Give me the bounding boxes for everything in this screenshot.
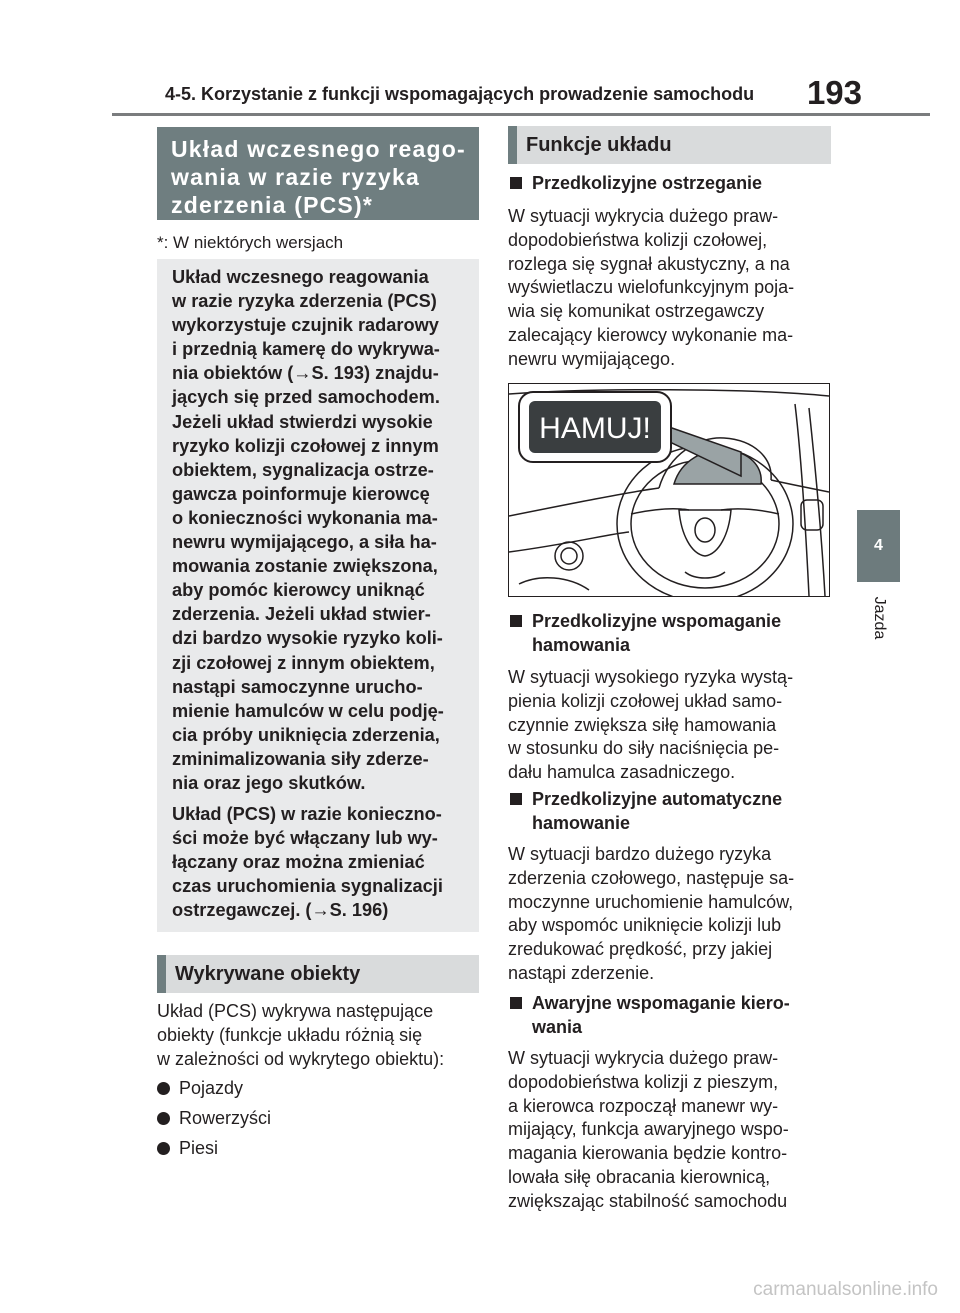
text-line: dopodobieństwa kolizji z pieszym, <box>508 1071 779 1092</box>
text-line: aby pomóc kierowcy uniknąć <box>172 580 425 601</box>
square-bullet-icon <box>510 177 522 189</box>
info-paragraph-2 <box>172 802 467 922</box>
text-line: dzi bardzo wysokie ryzyko koli- <box>172 628 443 649</box>
text-line: Układ (PCS) wykrywa następujące <box>157 1001 434 1021</box>
text-line: dału hamulca zasadniczego. <box>508 762 736 783</box>
text-line: dopodobieństwa kolizji czołowej, <box>508 229 768 250</box>
subheading-pre-collision-braking <box>508 788 838 836</box>
text-line: W sytuacji wykrycia dużego praw- <box>508 206 779 226</box>
text-line: aby wspomóc uniknięcie kolizji lub <box>508 915 782 936</box>
subheading-pre-collision-brake-assist <box>508 610 838 658</box>
text-line: zji czołowej z innym obiektem, <box>172 652 435 673</box>
subheading-text: hamowanie <box>532 812 631 833</box>
paragraph-pre-collision-braking <box>508 843 838 986</box>
steering-wheel-illustration <box>509 384 829 596</box>
text-line: moczynne uruchomienie hamulców, <box>508 891 794 912</box>
subheading-text: Przedkolizyjne wspomaganie <box>532 611 782 631</box>
text-line: gawcza poinformuje kierowcę <box>172 483 430 504</box>
text-line: wia się komunikat ostrzegawczy <box>508 301 765 322</box>
text-line: zminimalizowania siły zderze- <box>172 748 429 769</box>
text-line: zredukować prędkość, przy jakiej <box>508 939 773 960</box>
text-line: w stosunku do siły naciśnięcia pe- <box>508 738 780 759</box>
text-line: mienie hamulców w celu podję- <box>172 700 444 721</box>
text-line: w razie ryzyka zderzenia (PCS) <box>172 291 437 312</box>
page-number: 193 <box>806 74 862 111</box>
text-line: Układ wczesnego reagowania <box>172 267 429 287</box>
text-line: rozlega się sygnał akustyczny, a na <box>508 253 790 274</box>
text-line: ści może być włączany lub wy- <box>172 828 438 849</box>
text-line: Jeżeli układ stwierdzi wysokie <box>172 411 433 432</box>
text-line: zderzenia. Jeżeli układ stwier- <box>172 604 431 625</box>
detected-objects-list <box>157 1076 477 1166</box>
text-line: newru wymijającego. <box>508 348 676 369</box>
text-line: Układ (PCS) w razie konieczno- <box>172 804 442 825</box>
info-paragraph-1 <box>172 265 467 795</box>
subheading-text: wania <box>532 1016 583 1037</box>
text-line: jących się przed samochodem. <box>172 387 440 408</box>
text-line: wyświetlaczu wielofunkcyjnym poja- <box>508 277 795 298</box>
objects-intro <box>157 1000 487 1071</box>
text-line: mowania zostanie zwiększona, <box>172 556 438 577</box>
text-line: zalecający kierowcy wykonanie ma- <box>508 324 794 345</box>
heading-line: wania w razie ryzyka <box>171 164 421 190</box>
chapter-label: Jazda <box>870 596 888 640</box>
watermark: carmanualsonline.info <box>753 1279 938 1300</box>
text-line: wykorzystuje czujnik radarowy <box>172 315 439 336</box>
paragraph-pre-collision-warning <box>508 205 838 372</box>
list-item: Pojazdy <box>157 1076 477 1106</box>
text-line: magania kierowania będzie kontro- <box>508 1143 788 1164</box>
text-line: czynnie zwiększa siłę hamowania <box>508 714 777 735</box>
square-bullet-icon <box>510 997 522 1009</box>
text-line: ostrzegawczej. (→S. 196) <box>172 900 389 921</box>
text-line: zwiększając stabilność samochodu <box>508 1190 788 1211</box>
chapter-number: 4 <box>874 537 883 554</box>
text-line: mijający, funkcja awaryjnego wspo- <box>508 1119 789 1140</box>
square-bullet-icon <box>510 793 522 805</box>
list-item: Piesi <box>157 1136 477 1166</box>
text-line: newru wymijającego, a siła ha- <box>172 532 437 553</box>
chapter-tab-label <box>857 588 900 648</box>
text-line: łączany oraz można zmieniać <box>172 852 425 873</box>
text-line: W sytuacji wykrycia dużego praw- <box>508 1048 779 1068</box>
info-box <box>157 259 479 932</box>
text-line: a kierowca rozpoczął manewr wy- <box>508 1095 779 1116</box>
subheading-text: Przedkolizyjne automatyczne <box>532 789 783 809</box>
text-line: ryzyko kolizji czołowej z innym <box>172 435 439 456</box>
warning-message-label: HAMUJ! <box>539 412 651 445</box>
paragraph-pre-collision-brake-assist <box>508 666 838 785</box>
text-line: nastąpi zderzenie. <box>508 962 655 983</box>
text-line: czas uruchomienia sygnalizacji <box>172 876 443 897</box>
footnote: *: W niektórych wersjach <box>157 233 344 252</box>
subheading-text: hamowania <box>532 634 631 655</box>
text-line: nastąpi samoczynne urucho- <box>172 676 423 697</box>
running-header: 4-5. Korzystanie z funkcji wspomagających prowadzenie samochodu <box>165 84 755 104</box>
subheading-text: Awaryjne wspomaganie kiero- <box>532 993 790 1013</box>
dashboard-warning-illustration <box>508 383 830 597</box>
subheading-text: Przedkolizyjne ostrzeganie <box>532 173 763 193</box>
text-line: obiekty (funkcje układu różnią się <box>157 1024 423 1045</box>
heading-line: zderzenia (PCS)* <box>171 192 373 218</box>
text-line: nia obiektów (→S. 193) znajdu- <box>172 363 439 384</box>
list-item: Rowerzyści <box>157 1106 477 1136</box>
square-bullet-icon <box>510 615 522 627</box>
heading-line: Układ wczesnego reago- <box>171 136 466 162</box>
section-heading-pcs <box>157 127 479 220</box>
text-line: cia próby uniknięcia zderzenia, <box>172 724 440 745</box>
chapter-tab <box>857 510 900 582</box>
subheading-pre-collision-warning <box>508 172 838 196</box>
text-line: obiektem, sygnalizacja ostrze- <box>172 459 434 480</box>
text-line: nia oraz jego skutków. <box>172 772 366 793</box>
text-line: W sytuacji wysokiego ryzyka wystą- <box>508 667 794 687</box>
text-line: zderzenia czołowego, następuje sa- <box>508 867 795 888</box>
header-divider <box>112 113 930 116</box>
text-line: lowała siłę obracania kierownicą, <box>508 1166 771 1187</box>
text-line: w zależności od wykrytego obiektu): <box>157 1048 445 1069</box>
text-line: pienia kolizji czołowej układ samo- <box>508 690 783 711</box>
subheading-emergency-steering-assist <box>508 992 838 1040</box>
section-heading-system-functions: Funkcje układu <box>508 126 831 164</box>
section-heading-detected-objects: Wykrywane obiekty <box>157 955 479 993</box>
text-line: W sytuacji bardzo dużego ryzyka <box>508 844 772 864</box>
paragraph-emergency-steering-assist <box>508 1047 838 1214</box>
text-line: i przednią kamerę do wykrywa- <box>172 339 440 360</box>
text-line: o konieczności wykonania ma- <box>172 507 438 528</box>
